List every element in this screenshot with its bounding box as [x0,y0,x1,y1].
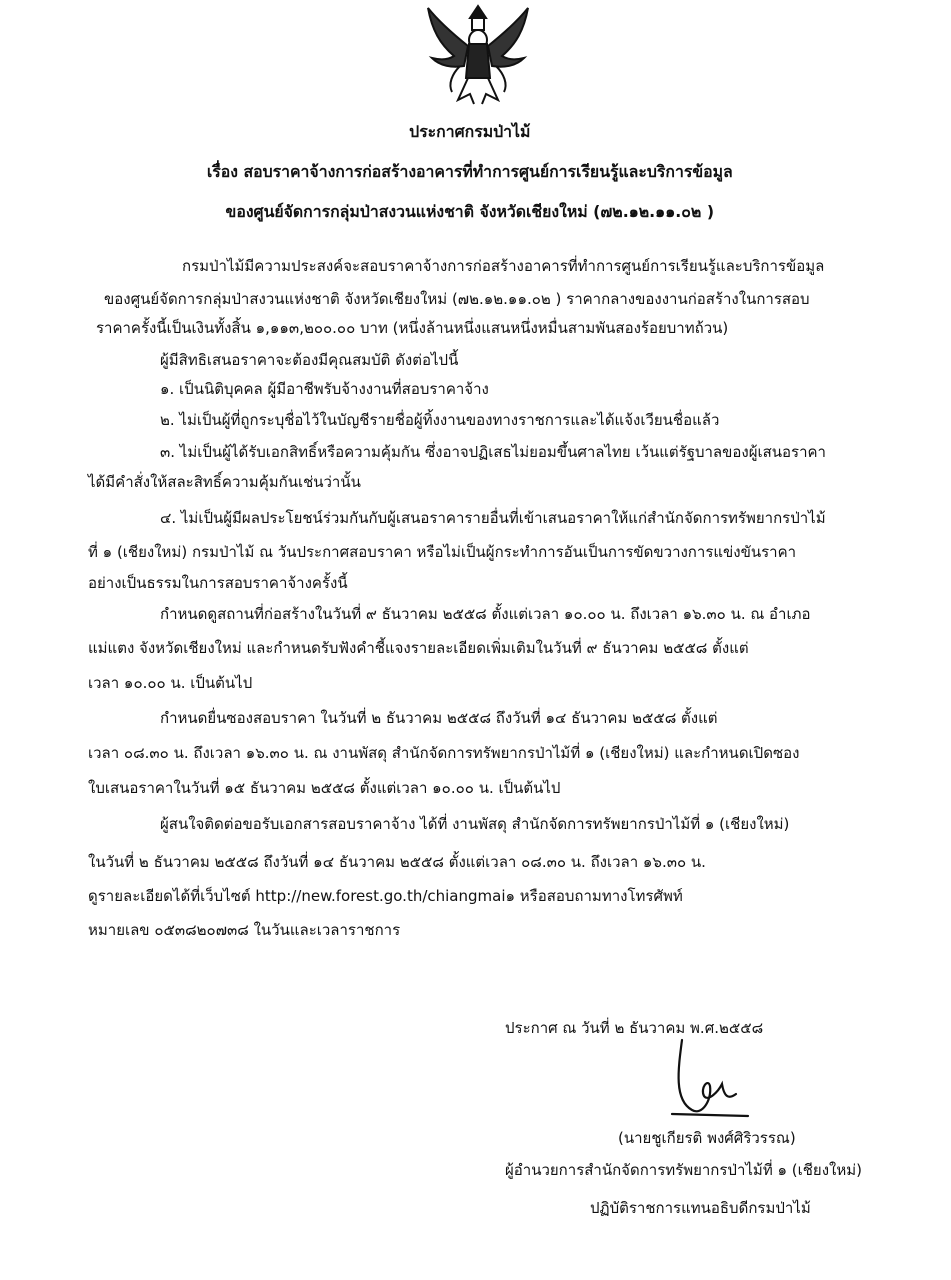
website-line: ดูรายละเอียดได้ที่เว็บไซต์ http://new.forest.go.th/chiangmai๑ หรือสอบถามทางโทรศัพท์ [88,887,683,905]
body-line: ที่ ๑ (เชียงใหม่) กรมป่าไม้ ณ วันประกาศสอบราคา หรือไม่เป็นผู้กระทำการอันเป็นการขัดขวางการแข่งขันราคา [88,543,797,561]
body-line: ผู้มีสิทธิเสนอราคาจะต้องมีคุณสมบัติ ดังต่อไปนี้ [160,351,459,369]
body-line: ใบเสนอราคาในวันที่ ๑๕ ธันวาคม ๒๕๕๘ ตั้งแต่เวลา ๑๐.๐๐ น. เป็นต้นไป [88,779,561,797]
body-line: เวลา ๐๘.๓๐ น. ถึงเวลา ๑๖.๓๐ น. ณ งานพัสดุ สำนักจัดการทรัพยากรป่าไม้ที่ ๑ (เชียงใหม่) และกำหนดเปิดซอง [88,744,800,762]
qualification-item: ๑. เป็นนิติบุคคล ผู้มีอาชีพรับจ้างงานที่สอบราคาจ้าง [160,380,489,398]
body-line: เวลา ๑๐.๐๐ น. เป็นต้นไป [88,674,253,692]
body-line: ในวันที่ ๒ ธันวาคม ๒๕๕๘ ถึงวันที่ ๑๔ ธันวาคม ๒๕๕๘ ตั้งแต่เวลา ๐๘.๓๐ น. ถึงเวลา ๑๖.๓๐ น. [88,853,706,871]
acting-on-behalf: ปฏิบัติราชการแทนอธิบดีกรมป่าไม้ [590,1199,811,1217]
body-line: แม่แตง จังหวัดเชียงใหม่ และกำหนดรับฟังคำชี้แจงรายละเอียดเพิ่มเติมในวันที่ ๙ ธันวาคม ๒๕๕๘ ตั้งแต่ [88,639,749,657]
document-title: ประกาศกรมป่าไม้ [409,122,531,141]
body-line: กำหนดดูสถานที่ก่อสร้างในวันที่ ๙ ธันวาคม ๒๕๕๘ ตั้งแต่เวลา ๑๐.๐๐ น. ถึงเวลา ๑๖.๓๐ น. ณ อำเภอ [160,605,811,623]
qualification-item: ๓. ไม่เป็นผู้ได้รับเอกสิทธิ์หรือความคุ้มกัน ซึ่งอาจปฏิเสธไม่ยอมขึ้นศาลไทย เว้นแต่รัฐบาลของผู้เสนอราคา [160,443,826,461]
qualification-item: ๔. ไม่เป็นผู้มีผลประโยชน์ร่วมกันกับผู้เสนอราคารายอื่นที่เข้าเสนอราคาให้แก่สำนักจัดการทรัพยากรป่าไม้ [160,509,826,527]
body-line: อย่างเป็นธรรมในการสอบราคาจ้างครั้งนี้ [88,574,348,592]
signature-icon [652,1030,762,1130]
body-line: ได้มีคำสั่งให้สละสิทธิ์ความคุ้มกันเช่นว่านั้น [88,473,361,491]
subject-line-2: ของศูนย์จัดการกลุ่มป่าสงวนแห่งชาติ จังหวัดเชียงใหม่ (๗๒.๑๒.๑๑.๐๒ ) [225,202,715,221]
body-line: ของศูนย์จัดการกลุ่มป่าสงวนแห่งชาติ จังหวัดเชียงใหม่ (๗๒.๑๒.๑๑.๐๒ ) ราคากลางของงานก่อสร้างในการสอบ [104,290,810,308]
subject-line-1: เรื่อง สอบราคาจ้างการก่อสร้างอาคารที่ทำการศูนย์การเรียนรู้และบริการข้อมูล [206,162,733,181]
garuda-emblem-icon [418,0,538,112]
signatory-name: (นายชูเกียรติ พงศ์ศิริวรรณ) [618,1129,796,1147]
signatory-position: ผู้อำนวยการสำนักจัดการทรัพยากรป่าไม้ที่ ๑ (เชียงใหม่) [505,1161,862,1179]
qualification-item: ๒. ไม่เป็นผู้ที่ถูกระบุชื่อไว้ในบัญชีรายชื่อผู้ทิ้งงานของทางราชการและได้แจ้งเวียนชื่อแล้ว [160,411,720,429]
body-line: กำหนดยื่นซองสอบราคา ในวันที่ ๒ ธันวาคม ๒๕๕๘ ถึงวันที่ ๑๔ ธันวาคม ๒๕๕๘ ตั้งแต่ [160,709,718,727]
body-line: ผู้สนใจติดต่อขอรับเอกสารสอบราคาจ้าง ได้ที่ งานพัสดุ สำนักจัดการทรัพยากรป่าไม้ที่ ๑ (เชียงใหม่) [160,815,790,833]
announcement-date: ประกาศ ณ วันที่ ๒ ธันวาคม พ.ศ.๒๕๕๘ [505,1019,764,1037]
body-line: ราคาครั้งนี้เป็นเงินทั้งสิ้น ๑,๑๑๓,๒๐๐.๐๐ บาท (หนึ่งล้านหนึ่งแสนหนึ่งหมื่นสามพันสองร้อยบาทถ้วน) [96,319,729,337]
phone-line: หมายเลข ๐๕๓๘๒๐๗๓๘ ในวันและเวลาราชการ [88,921,401,939]
body-line: กรมป่าไม้มีความประสงค์จะสอบราคาจ้างการก่อสร้างอาคารที่ทำการศูนย์การเรียนรู้และบริการข้อมูล [182,257,825,275]
